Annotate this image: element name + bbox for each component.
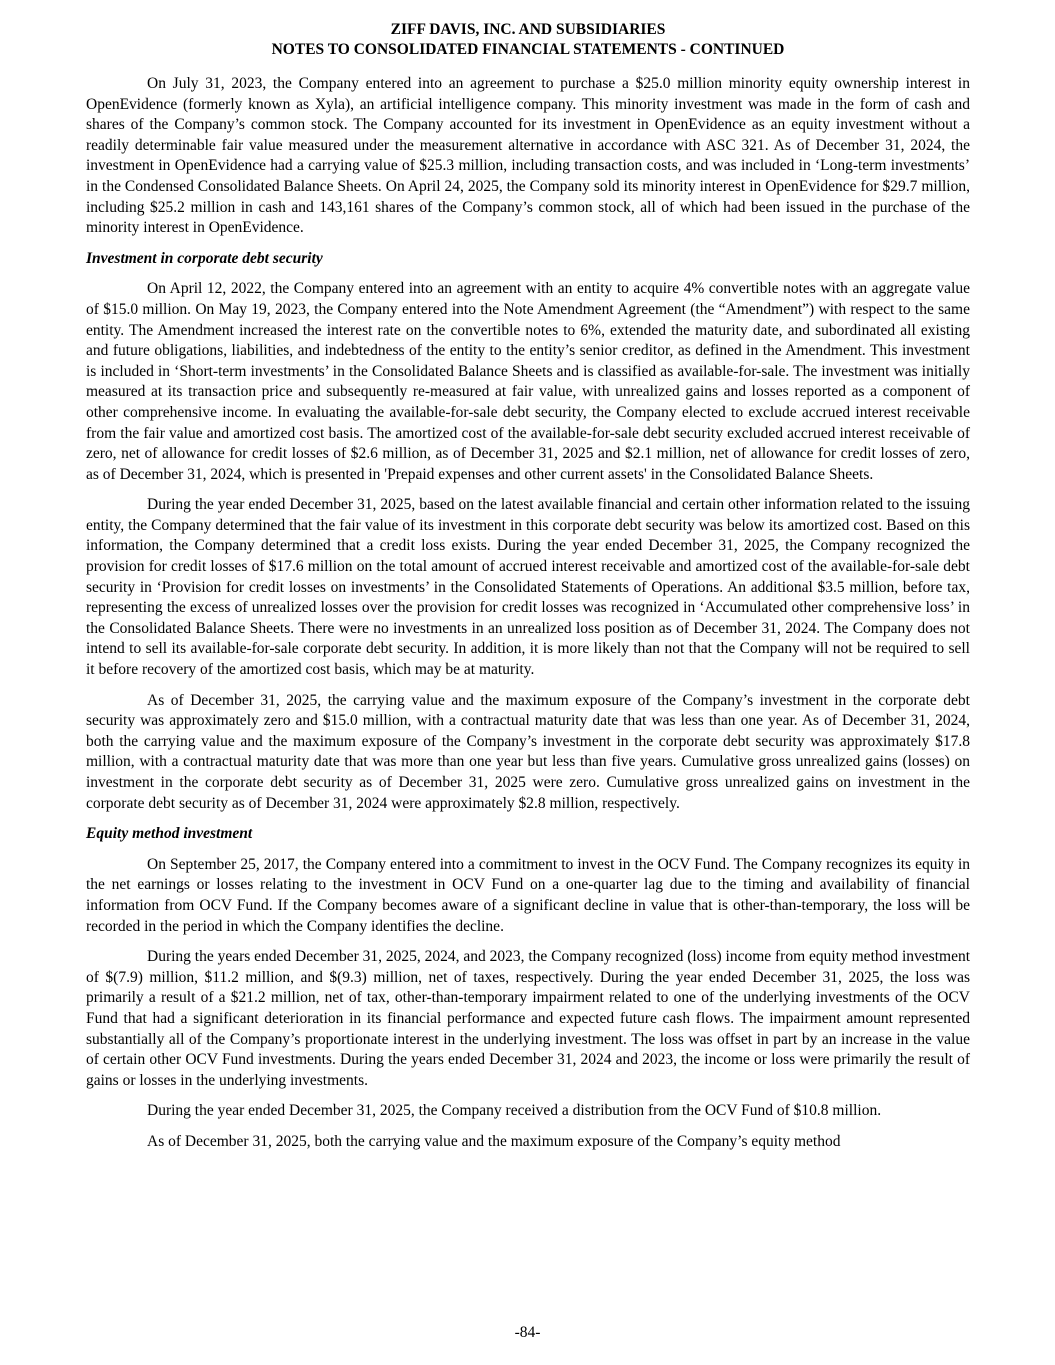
paragraph-openevidence: On July 31, 2023, the Company entered into an agreement to purchase a $25.0 million minority equity ownership interest in OpenEvidence (formerly known as Xyla), an artificial intelligence company. This minority investment was made in the form of cash and shares of the Company’s common stock. The Company accounted for its investment in OpenEvidence as an equity investment without a readily determinable fair value measured under the measurement alternative in accordance with ASC 321. As of December 31, 2024, the investment in OpenEvidence had a carrying value of $25.3 million, including transaction costs, and was included in ‘Long-term investments’ in the Condensed Consolidated Balance Sheets. On April 24, 2025, the Company sold its minority interest in OpenEvidence for $29.7 million, including $25.2 million in cash and 143,161 shares of the Company’s common stock, all of which had been issued in the purchase of the minority interest in OpenEvidence. — [86, 75, 970, 237]
page-header — [86, 20, 970, 60]
document-title: NOTES TO CONSOLIDATED FINANCIAL STATEMENTS - CONTINUED — [271, 41, 785, 58]
paragraph-equity-income: During the years ended December 31, 2025, 2024, and 2023, the Company recognized (loss) income from equity method investment of $(7.9) million, $11.2 million, and $(9.3) million, net of taxes, respectively. During the year ended December 31, 2025, the loss was primarily a result of a $21.2 million, net of tax, other-than-temporary impairment related to one of the underlying investments of the OCV Fund that had a significant deterioration in its financial performance and expected future cash flows. The impairment amount represented substantially all of the Company’s proportionate interest in the underlying investment. The loss was offset in part by an increase in the value of certain other OCV Fund investments. During the years ended December 31, 2024 and 2023, the income or loss were primarily the result of gains or losses in the underlying investments. — [86, 948, 971, 1089]
paragraph-debt-agreement: On April 12, 2022, the Company entered into an agreement with an entity to acquire 4% convertible notes with an aggregate value of $15.0 million. On May 19, 2023, the Company entered into the Note Amendment Agreement (the “Amendment”) with respect to the same entity. The Amendment increased the interest rate on the convertible notes to 6%, extended the maturity date, and subordinated all existing and future obligations, liabilities, and indebtedness of the entity to the entity’s senior creditor, as defined in the Amendment. This investment is included in ‘Short-term investments’ in the Consolidated Balance Sheets and is classified as available-for-sale. The investment was initially measured at its transaction price and subsequently re-measured at fair value, with unrealized gains and losses reported as a component of other comprehensive income. In evaluating the available-for-sale debt security, the Company elected to exclude accrued interest receivable from the fair value and amortized cost basis. The amortized cost of the available-for-sale debt security excluded accrued interest receivable of zero, net of allowance for credit losses of $2.6 million, as of December 31, 2025 and $2.1 million, net of allowance for credit losses of zero, as of December 31, 2024, which is presented in 'Prepaid expenses and other current assets' in the Consolidated Balance Sheets. — [86, 280, 970, 483]
paragraph-debt-credit-loss: During the year ended December 31, 2025, based on the latest available financial and certain other information related to the issuing entity, the Company determined that the fair value of its investment in this corporate debt security was below its amortized cost. Based on this information, the Company determined that a credit loss exists. During the year ended December 31, 2025, the Company recognized the provision for credit losses of $17.6 million on the total amount of accrued interest receivable and amortized cost of the available-for-sale debt security in ‘Provision for credit losses on investments’ in the Consolidated Statements of Operations. An additional $3.5 million, before tax, representing the excess of unrealized losses over the provision for credit losses was recognized in ‘Accumulated other comprehensive loss’ in the Consolidated Balance Sheets. There were no investments in an unrealized loss position as of December 31, 2024. The Company does not intend to sell its available-for-sale corporate debt security. In addition, it is more likely than not that the Company will not be required to sell it before recovery of the amortized cost basis, which may be at maturity. — [86, 496, 970, 679]
paragraph-debt-carrying-value: As of December 31, 2025, the carrying value and the maximum exposure of the Company’s investment in the corporate debt security was approximately zero and $15.0 million, with a contractual maturity date that was less than one year. As of December 31, 2024, both the carrying value and the maximum exposure of the Company’s investment in the corporate debt security was approximately $17.8 million, with a contractual maturity date that was more than one year but less than five years. Cumulative gross unrealized gains (losses) on investment in the corporate debt security as of December 31, 2025 were zero. Cumulative gross unrealized gains on investment in the corporate debt security as of December 31, 2024 were approximately $2.8 million, respectively. — [86, 691, 970, 812]
heading-equity-method-investment: Equity method investment — [86, 825, 253, 843]
paragraph-equity-carrying-value: As of December 31, 2025, both the carrying value and the maximum exposure of the Company’s equity method — [147, 1132, 841, 1150]
document-page — [86, 20, 970, 1163]
heading-corporate-debt-security: Investment in corporate debt security — [86, 249, 323, 267]
page-number: -84- — [514, 1324, 541, 1341]
paragraph-equity-distribution: During the year ended December 31, 2025, the Company received a distribution from the OCV Fund of $10.8 million. — [147, 1102, 882, 1120]
paragraph-equity-commitment: On September 25, 2017, the Company entered into a commitment to invest in the OCV Fund. The Company recognizes its equity in the net earnings or losses relating to the investment in OCV Fund on a one-quarter lag due to the timing and availability of financial information from OCV Fund. If the Company becomes aware of a significant decline in value that is other-than-temporary, the loss will be recorded in the period in which the Company identifies the decline. — [86, 855, 970, 935]
company-name: ZIFF DAVIS, INC. AND SUBSIDIARIES — [390, 21, 666, 38]
